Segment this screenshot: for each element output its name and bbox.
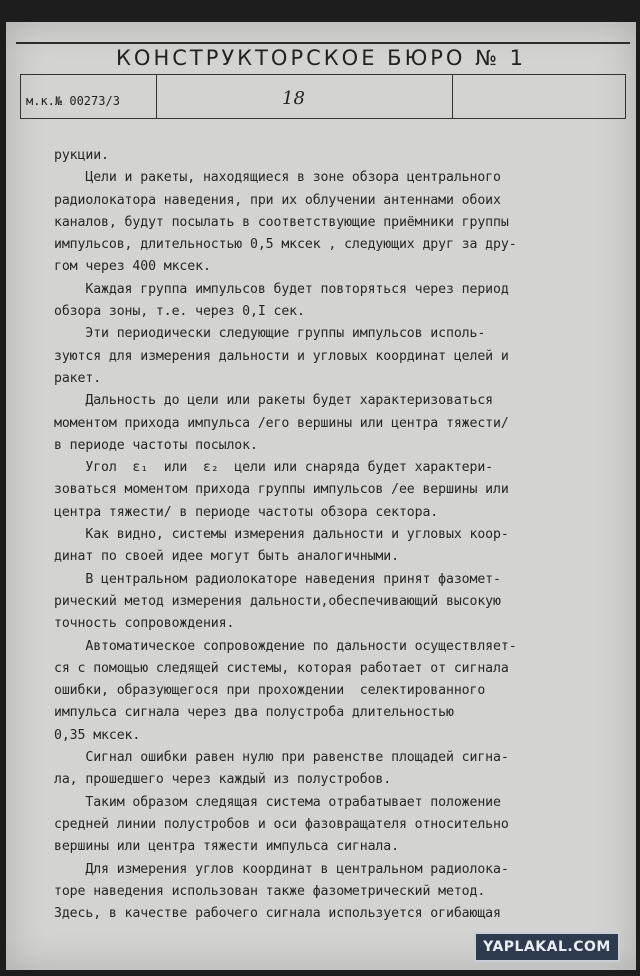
text-line: Цели и ракеты, находящиеся в зоне обзора центрального bbox=[54, 170, 501, 186]
text-line: моментом прихода импульса /его вершины или центра тяжести/ bbox=[54, 415, 509, 431]
typed-body-text bbox=[54, 145, 614, 925]
text-line: торе наведения использован также фазометрический метод. bbox=[54, 883, 486, 899]
text-line: Таким образом следящая система отрабатывает положение bbox=[54, 794, 501, 810]
registration-number: м.к.№ 00273/3 bbox=[26, 94, 120, 108]
text-line: 0,35 мксек. bbox=[54, 727, 141, 743]
header-divider bbox=[452, 74, 453, 118]
header-divider bbox=[156, 74, 157, 118]
text-line: рукции. bbox=[54, 148, 109, 163]
text-line: ошибки, образующегося при прохождении селектированного bbox=[54, 683, 486, 699]
text-line: зоваться моментом прихода группы импульсов /ее вершины или bbox=[54, 482, 509, 498]
text-line: зуются для измерения дальности и угловых координат целей и bbox=[54, 348, 509, 364]
site-watermark: YAPLAKAL.COM bbox=[474, 932, 620, 962]
header-divider bbox=[20, 74, 21, 118]
top-rule bbox=[16, 42, 630, 44]
bureau-title: КОНСТРУКТОРСКОЕ БЮРО № 1 bbox=[116, 46, 526, 70]
text-line: Для измерения углов координат в центральном радиолока- bbox=[54, 861, 509, 877]
header-rule-top bbox=[20, 74, 626, 75]
document-page bbox=[6, 22, 636, 970]
text-line: динат по своей идее могут быть аналогичными. bbox=[54, 549, 399, 565]
text-line: каналов, будут посылать в соответствующие приёмники группы bbox=[54, 214, 509, 230]
text-line: Угол ε₁ или ε₂ цели или снаряда будет характери- bbox=[54, 460, 494, 476]
text-line: рический метод измерения дальности,обеспечивающий высокую bbox=[54, 593, 501, 609]
text-line: импульса сигнала через два полустроба длительностью bbox=[54, 705, 454, 721]
text-line: в периоде частоты посылок. bbox=[54, 437, 258, 453]
header-rule-bottom bbox=[20, 118, 626, 119]
header-divider bbox=[625, 74, 626, 118]
text-line: Дальность до цели или ракеты будет характеризоваться bbox=[54, 393, 494, 409]
text-line: В центральном радиолокаторе наведения принят фазомет- bbox=[54, 571, 501, 587]
text-line: вершины или центра тяжести импульса сигнала. bbox=[54, 839, 399, 855]
text-line: центра тяжести/ в периоде частоты обзора сектора. bbox=[54, 504, 439, 520]
text-line: Здесь, в качестве рабочего сигнала используется огибающая bbox=[54, 906, 501, 922]
text-line: радиолокатора наведения, при их облучении антеннами обоих bbox=[54, 192, 501, 208]
text-line: Эти периодически следующие группы импульсов исполь- bbox=[54, 326, 486, 342]
text-line: ракет. bbox=[54, 370, 102, 386]
text-line: средней линии полустробов и оси фазовращателя относительно bbox=[54, 816, 509, 832]
text-line: точность сопровождения. bbox=[54, 616, 235, 632]
text-line: Автоматическое сопровождение по дальности осуществляет- bbox=[54, 638, 517, 654]
text-line: Каждая группа импульсов будет повторяться через период bbox=[54, 281, 509, 297]
text-line: обзора зоны, т.е. через 0,I сек. bbox=[54, 304, 305, 320]
text-line: гом через 400 мксек. bbox=[54, 259, 211, 275]
text-line: импульсов, длительностью 0,5 мксек , следующих друг за дру- bbox=[54, 237, 517, 253]
text-line: Как видно, системы измерения дальности и угловых коор- bbox=[54, 527, 509, 543]
text-line: ла, прошедшего через каждый из полустробов. bbox=[54, 772, 392, 788]
text-line: ся с помощью следящей системы, которая работает от сигнала bbox=[54, 660, 509, 676]
text-line: Сигнал ошибки равен нулю при равенстве площадей сигна- bbox=[54, 750, 509, 766]
page-number: 18 bbox=[282, 88, 305, 109]
